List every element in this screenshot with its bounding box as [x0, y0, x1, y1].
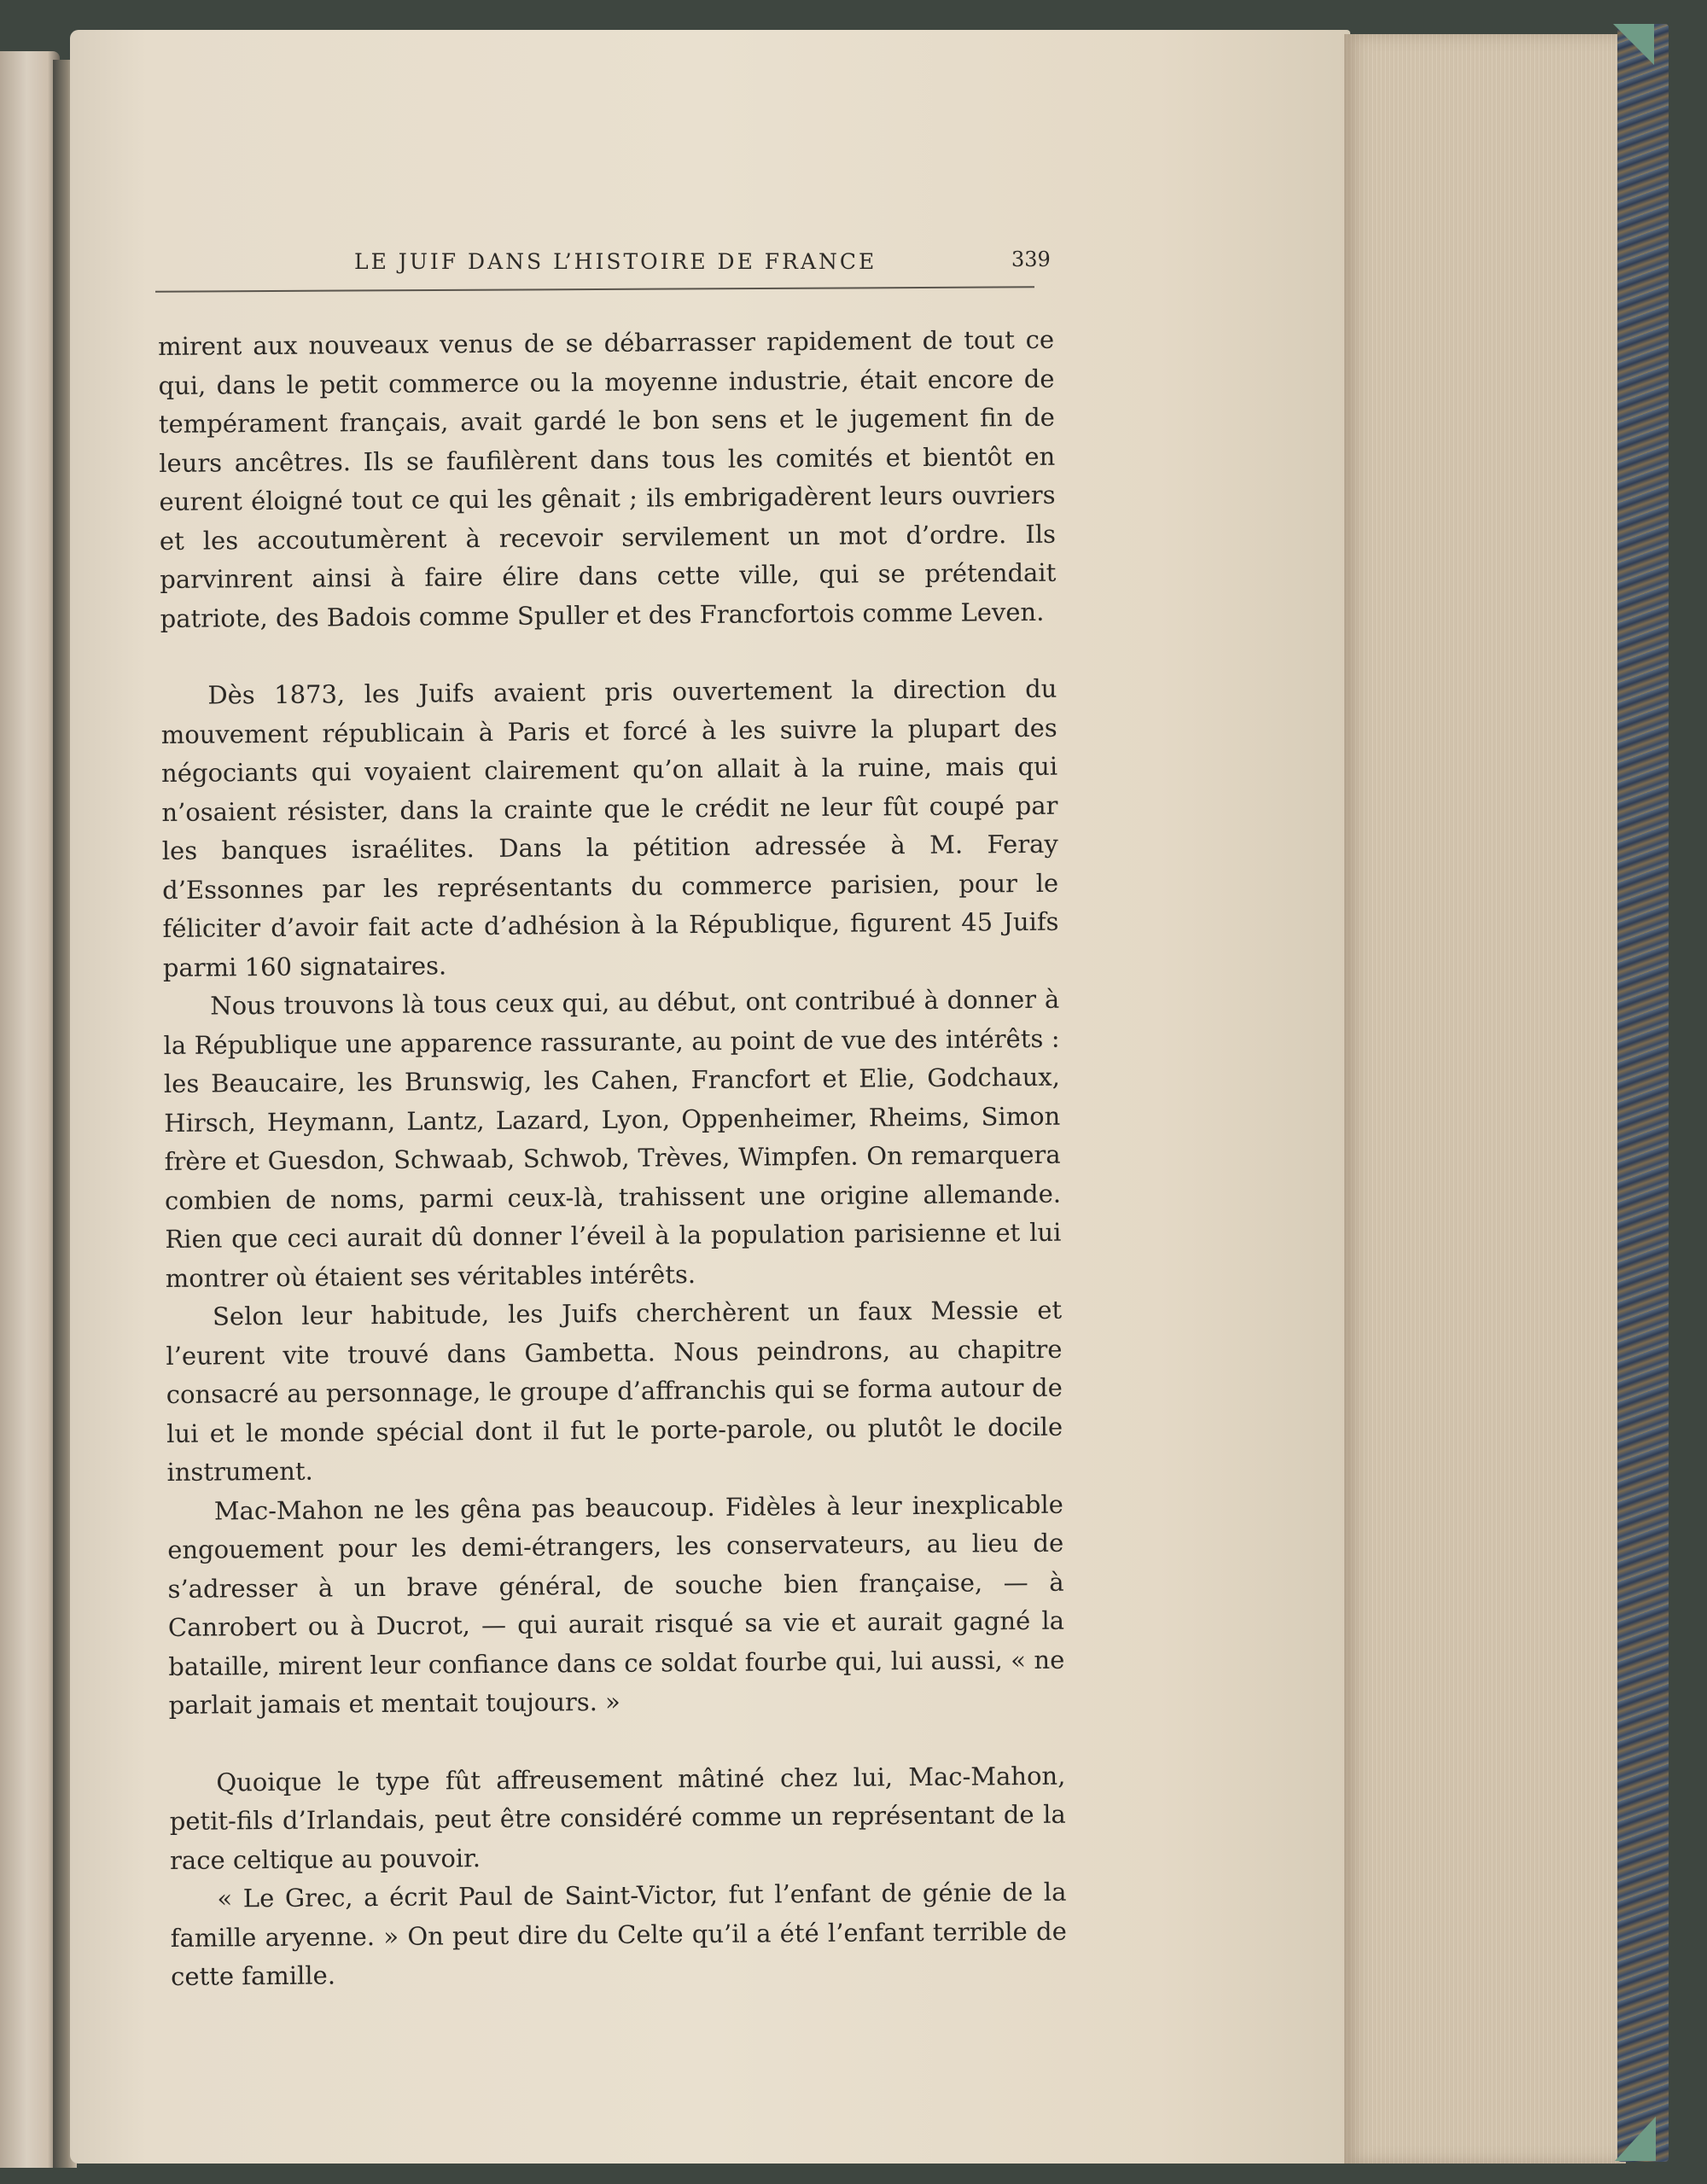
running-header: LE JUIF DANS L’HISTOIRE DE FRANCE	[354, 249, 877, 274]
paragraph: mirent aux nouveaux venus de se débarrasser rapidement de tout ce qui, dans le petit commerce ou la moyenne industrie, était encore de tempérament français, avait gardé le bon sens et le jugement fin de leurs ancêtres. Ils se faufilèrent dans tous les comités et bientôt en eurent éloigné tout ce qui les gênait ; ils embrigadèrent leurs ouvriers et les accoutumèrent à recevoir servilement un mot d’ordre. Ils parvinrent ainsi à faire élire dans cette ville, qui se prétendait patriote, des Badois comme Spuller et des Francfortois comme Leven.	[158, 324, 1057, 633]
paragraph: Quoique le type fût affreusement mâtiné chez lui, Mac-Mahon, petit-fils d’Irlandais, peut être considéré comme un représentant de la race celtique au pouvoir.	[169, 1761, 1066, 1875]
page-block-edges	[1344, 34, 1626, 2164]
paragraph: Selon leur habitude, les Juifs cherchèrent un faux Messie et l’eurent vite trouvé dans Gambetta. Nous peindrons, au chapitre consacré au personnage, le groupe d’affranchis qui se forma autour de lui et le monde spécial dont il fut le porte-parole, ou plutôt le docile instrument.	[166, 1295, 1063, 1487]
left-page-edge	[0, 51, 60, 2168]
body-text	[158, 321, 1067, 1997]
paragraph: Nous trouvons là tous ceux qui, au début, ont contribué à donner à la République une apparence rassurante, au point de vue des intérêts : les Beaucaire, les Brunswig, les Cahen, Francfort et Elie, Godchaux, Hirsch, Heymann, Lantz, Lazard, Lyon, Oppenheimer, Rheims, Simon frère et Guesdon, Schwaab, Schwob, Trèves, Wimpfen. On remarquera combien de noms, parmi ceux-là, trahissent une origine allemande. Rien que ceci aurait dû donner l’éveil à la population parisienne et lui montrer où étaient ses véritables intérêts.	[163, 984, 1062, 1293]
paragraph: Mac-Mahon ne les gêna pas beaucoup. Fidèles à leur inexplicable engouement pour les demi-étrangers, les conservateurs, au lieu de s’adresser à un brave général, de souche bien française, — à Canrobert ou à Ducrot, — qui aurait risqué sa vie et aurait gagné la bataille, mirent leur confiance dans ce soldat fourbe qui, lui aussi, « ne parlait jamais et mentait toujours. »	[167, 1489, 1065, 1720]
page-number: 339	[1011, 248, 1051, 271]
paragraph: Dès 1873, les Juifs avaient pris ouvertement la direction du mouvement républicain à Paris et forcé à les suivre la plupart des négociants qui voyaient clairement qu’on allait à la ruine, mais qui n’osaient résister, dans la crainte que le crédit ne leur fût coupé par les banques israélites. Dans la pétition adressée à M. Feray d’Essonnes par les représentants du commerce parisien, pour le féliciter d’avoir fait acte d’adhésion à la République, figurent 45 Juifs parmi 160 signataires.	[160, 673, 1059, 982]
marbled-cover	[1617, 24, 1669, 2162]
paragraph: « Le Grec, a écrit Paul de Saint-Victor, fut l’enfant de génie de la famille aryenne. » On peut dire du Celte qu’il a été l’enfant terrible de cette famille.	[170, 1877, 1067, 1991]
